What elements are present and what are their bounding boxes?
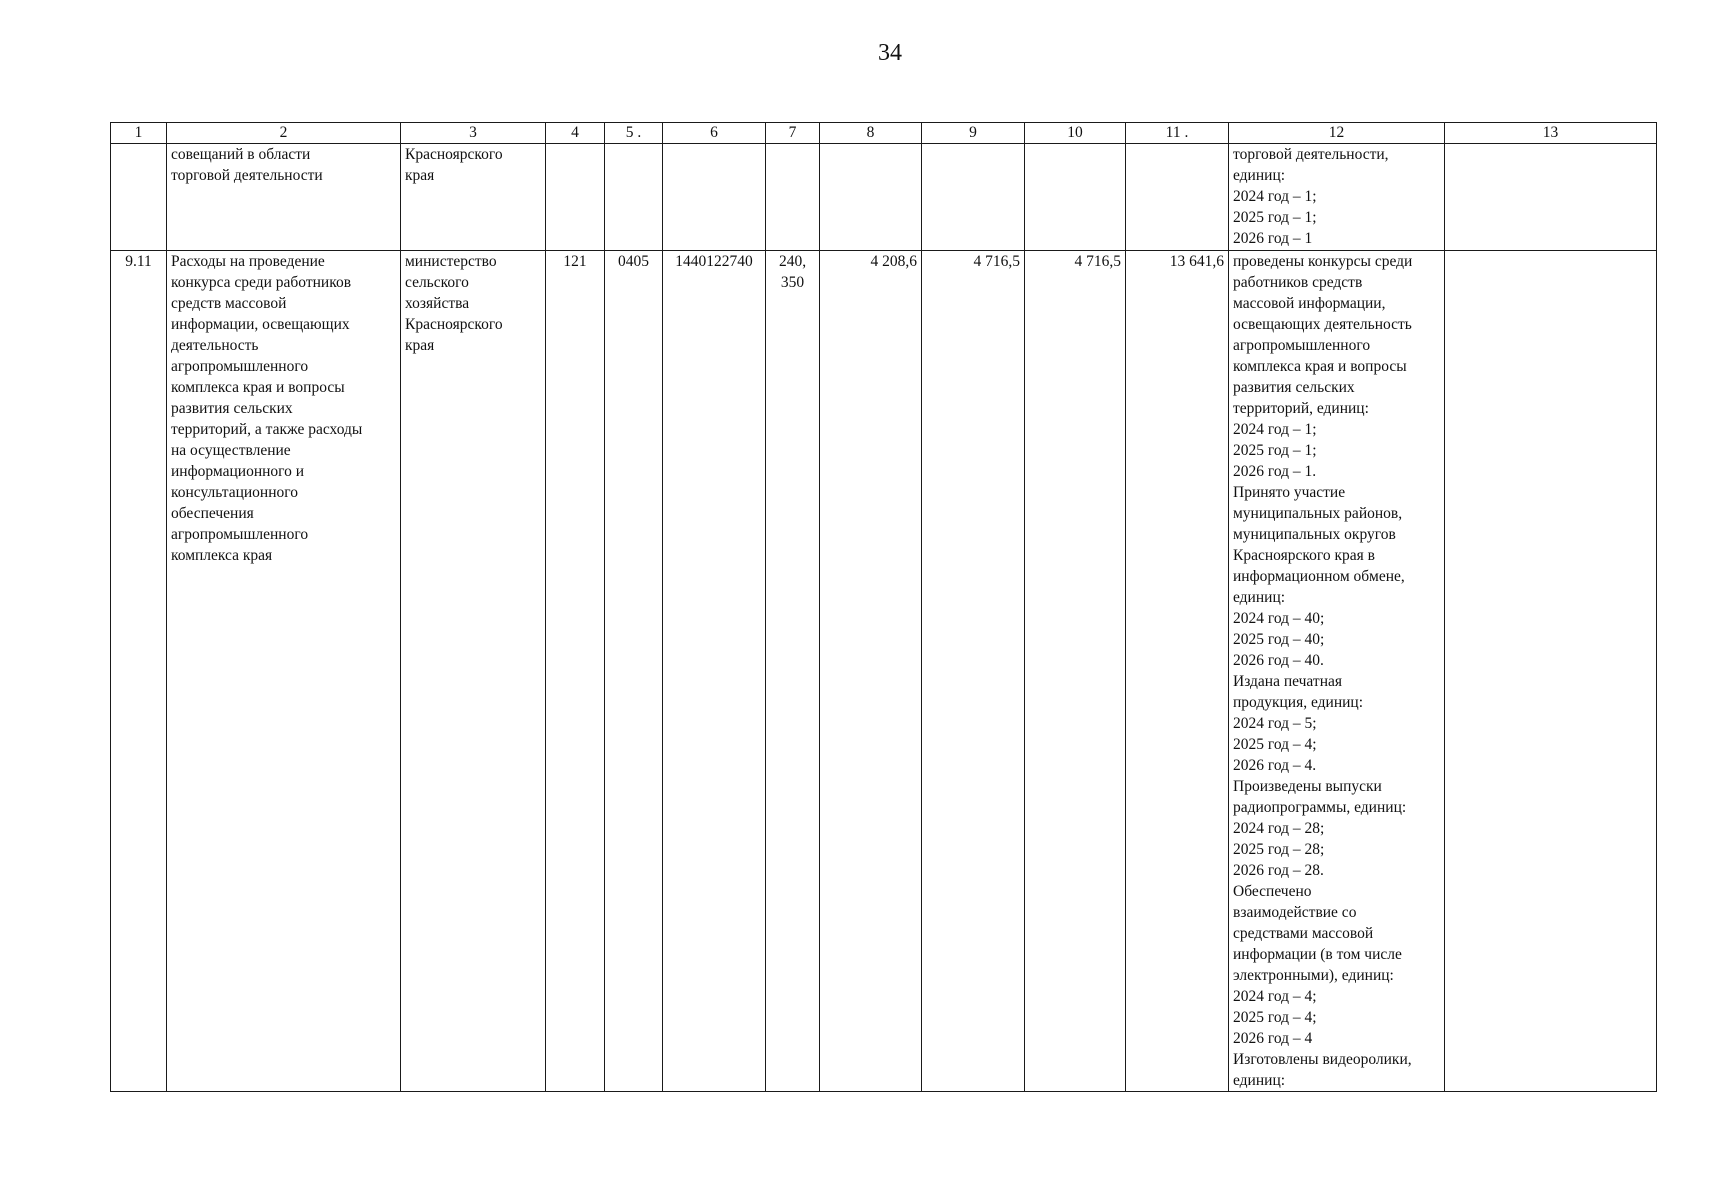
amount-cell: [922, 144, 1025, 251]
expense-description-cell: Расходы на проведение конкурса среди работников средств массовой информации, освещающих деятельность агропромышленного комплекса края и вопросы развития сельских территорий, а также расходы на осуществление информационного и консультационного обеспечения агропромышленного комплекса края: [167, 251, 401, 1092]
page-number: 34: [878, 40, 902, 66]
column-header: 9: [922, 123, 1025, 144]
expense-description-cell: совещаний в области торговой деятельности: [167, 144, 401, 251]
column-header: 11 .: [1126, 123, 1229, 144]
row-number-cell: 9.11: [111, 251, 167, 1092]
amount-cell: [1126, 144, 1229, 251]
expected-result-cell: проведены конкурсы среди работников средств массовой информации, освещающих деятельность агропромышленного комплекса края и вопросы развития сельских территорий, единиц: 2024 год – 1; 2025 год – 1; 2026 год – 1. Принято участие муниципальных районов, муниципальных округов Красноярского края в информационном обмене, единиц: 2024 год – 40; 2025 год – 40; 2026 год – 40. Издана печатная продукция, единиц: 2024 год – 5; 2025 год – 4; 2026 год – 4. Произведены выпуски радиопрограммы, единиц: 2024 год – 28; 2025 год – 28; 2026 год – 28. Обеспечено взаимодействие со средствами массовой информации (в том числе электронными), единиц: 2024 год – 4; 2025 год – 4; 2026 год – 4 Изготовлены видеоролики, единиц:: [1229, 251, 1445, 1092]
code-cell: [766, 144, 820, 251]
row-number-cell: [111, 144, 167, 251]
column-number-row: [111, 123, 1657, 144]
code-cell: [663, 144, 766, 251]
column-header: 12: [1229, 123, 1445, 144]
code-cell: [605, 144, 663, 251]
column-header: 6: [663, 123, 766, 144]
code-cell: [546, 144, 605, 251]
column-header: 4: [546, 123, 605, 144]
column-header: 5 .: [605, 123, 663, 144]
responsible-body-cell: Красноярского края: [401, 144, 546, 251]
notes-cell: [1445, 251, 1657, 1092]
expected-result-cell: торговой деятельности, единиц: 2024 год – 1; 2025 год – 1; 2026 год – 1: [1229, 144, 1445, 251]
amount-cell: [820, 144, 922, 251]
amount-cell: 4 716,5: [922, 251, 1025, 1092]
column-header: 8: [820, 123, 922, 144]
code-cell: 1440122740: [663, 251, 766, 1092]
column-header: 13: [1445, 123, 1657, 144]
table-row: [111, 251, 1657, 1092]
column-header: 2: [167, 123, 401, 144]
column-header: 10: [1025, 123, 1126, 144]
column-header: 7: [766, 123, 820, 144]
column-header: 3: [401, 123, 546, 144]
code-cell: 0405: [605, 251, 663, 1092]
column-header: 1: [111, 123, 167, 144]
code-cell: 240, 350: [766, 251, 820, 1092]
table-row: [111, 144, 1657, 251]
code-cell: 121: [546, 251, 605, 1092]
amount-cell: 13 641,6: [1126, 251, 1229, 1092]
notes-cell: [1445, 144, 1657, 251]
amount-cell: 4 208,6: [820, 251, 922, 1092]
responsible-body-cell: министерство сельского хозяйства Красноярского края: [401, 251, 546, 1092]
amount-cell: [1025, 144, 1126, 251]
amount-cell: 4 716,5: [1025, 251, 1126, 1092]
budget-table: [110, 122, 1657, 1092]
